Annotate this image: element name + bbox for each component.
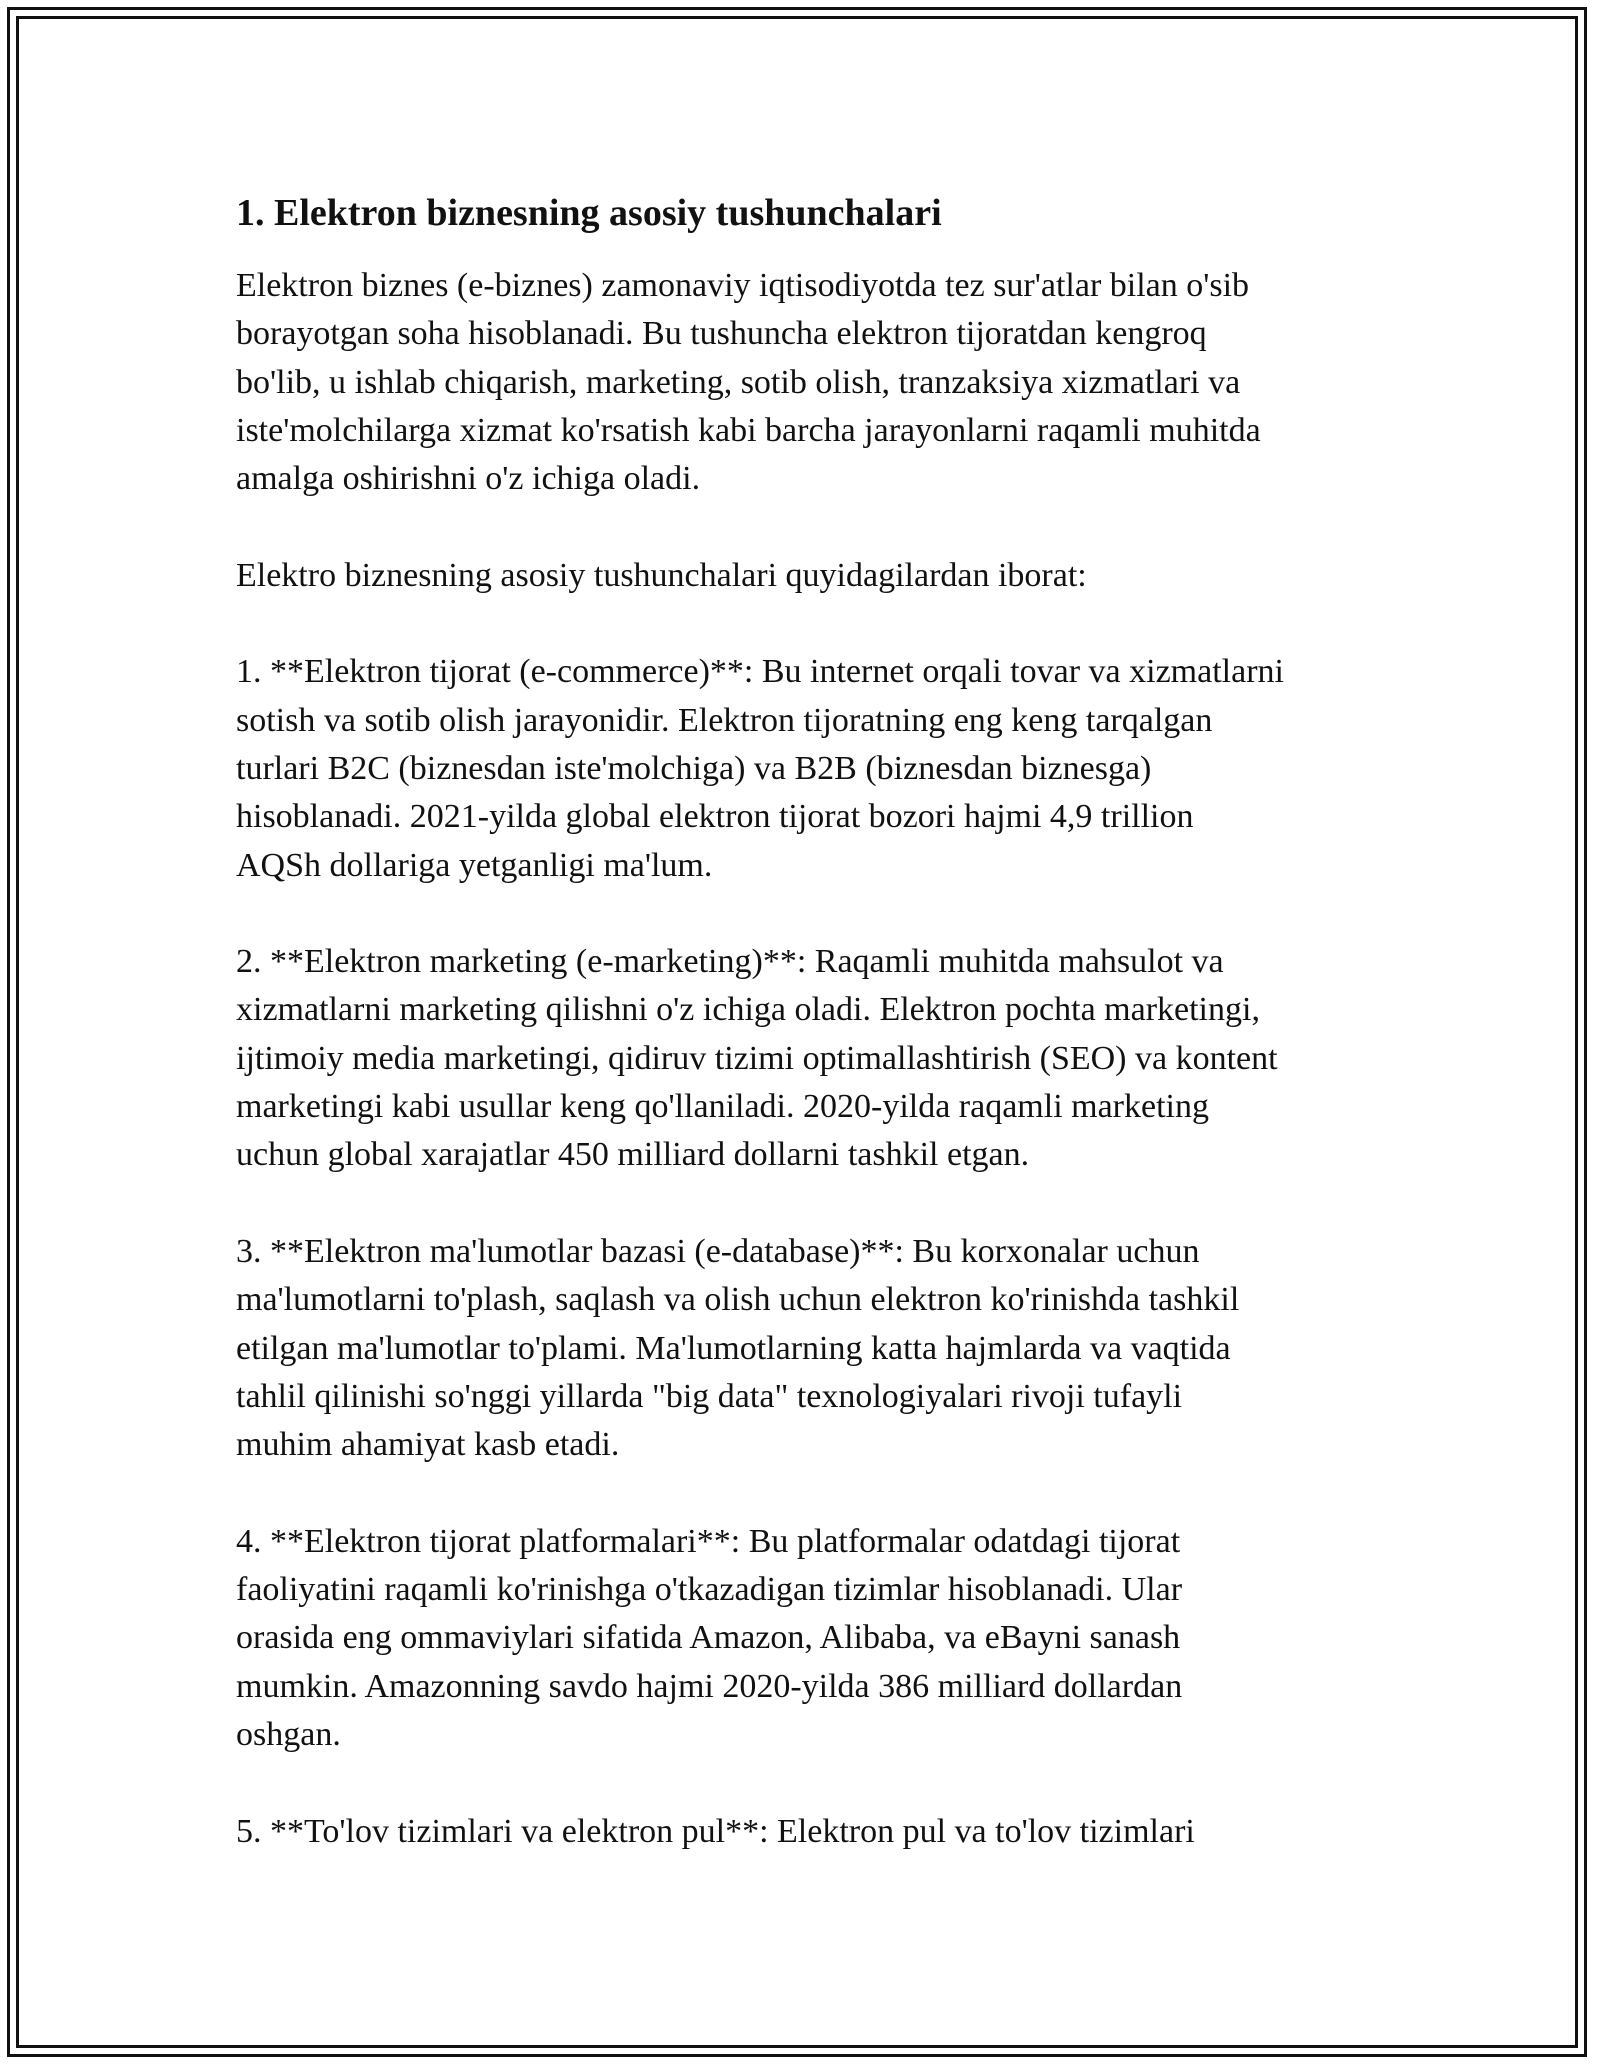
intro-paragraph <box>236 262 1376 503</box>
list-item-platforms <box>236 1518 1376 1759</box>
text-line: turlari B2C (biznesdan iste'molchiga) va B2B (biznesdan biznesga) <box>236 749 1152 787</box>
text-line: 3. **Elektron ma'lumotlar bazasi (e-database)**: Bu korxonalar uchun <box>236 1232 1200 1270</box>
text-line: borayotgan soha hisoblanadi. Bu tushuncha elektron tijoratdan kengroq <box>236 315 1207 353</box>
text-line: sotish va sotib olish jarayonidir. Elektron tijoratning eng keng tarqalgan <box>236 701 1213 739</box>
text-line: 4. **Elektron tijorat platformalari**: Bu platformalar odatdagi tijorat <box>236 1522 1181 1560</box>
text-line: orasida eng ommaviylari sifatida Amazon, Alibaba, va eBayni sanash <box>236 1619 1181 1657</box>
text-line: Elektron biznes (e-biznes) zamonaviy iqtisodiyotda tez sur'atlar bilan o'sib <box>236 267 1250 304</box>
text-line: AQSh dollariga yetganligi ma'lum. <box>236 846 713 884</box>
text-line: bo'lib, u ishlab chiqarish, marketing, sotib olish, tranzaksiya xizmatlari va <box>236 363 1241 401</box>
text-line: mumkin. Amazonning savdo hajmi 2020-yilda 386 milliard dollardan <box>236 1667 1183 1705</box>
text-line: etilgan ma'lumotlar to'plami. Ma'lumotlarning katta hajmlarda va vaqtida <box>236 1329 1231 1367</box>
list-item-e-database <box>236 1228 1376 1469</box>
text-line: 2. **Elektron marketing (e-marketing)**: Raqamli muhitda mahsulot va <box>236 943 1224 981</box>
text-line: hisoblanadi. 2021-yilda global elektron tijorat bozori hajmi 4,9 trillion <box>236 798 1194 836</box>
text-line: 5. **To'lov tizimlari va elektron pul**: Elektron pul va to'lov tizimlari <box>236 1812 1195 1850</box>
list-intro-paragraph <box>236 552 1376 600</box>
text-line: ma'lumotlarni to'plash, saqlash va olish uchun elektron ko'rinishda tashkil <box>236 1281 1240 1319</box>
text-line: ijtimoiy media marketingi, qidiruv tizimi optimallashtirish (SEO) va kontent <box>236 1039 1278 1077</box>
text-line: uchun global xarajatlar 450 milliard dollarni tashkil etgan. <box>236 1136 1030 1174</box>
text-line: iste'molchilarga xizmat ko'rsatish kabi barcha jarayonlarni raqamli muhitda <box>236 411 1261 449</box>
text-line: xizmatlarni marketing qilishni o'z ichiga oladi. Elektron pochta marketingi, <box>236 991 1260 1029</box>
text-line: tahlil qilinishi so'nggi yillarda "big data" texnologiyalari rivoji tufayli <box>236 1377 1183 1415</box>
text-line: oshgan. <box>236 1715 341 1753</box>
text-line: amalga oshirishni o'z ichiga oladi. <box>236 460 701 498</box>
section-heading: 1. Elektron biznesning asosiy tushunchalari <box>236 192 942 234</box>
list-item-e-commerce <box>236 648 1376 889</box>
text-line: muhim ahamiyat kasb etadi. <box>236 1426 620 1464</box>
text-line: marketingi kabi usullar keng qo'llaniladi. 2020-yilda raqamli marketing <box>236 1088 1209 1126</box>
list-item-payment-systems <box>236 1808 1376 1856</box>
text-line: Elektro biznesning asosiy tushunchalari quyidagilardan iborat: <box>236 556 1087 594</box>
text-line: 1. **Elektron tijorat (e-commerce)**: Bu internet orqali tovar va xizmatlarni <box>236 653 1284 691</box>
document-body <box>236 186 1376 1904</box>
list-item-e-marketing <box>236 938 1376 1179</box>
text-line: faoliyatini raqamli ko'rinishga o'tkazadigan tizimlar hisoblanadi. Ular <box>236 1571 1183 1609</box>
